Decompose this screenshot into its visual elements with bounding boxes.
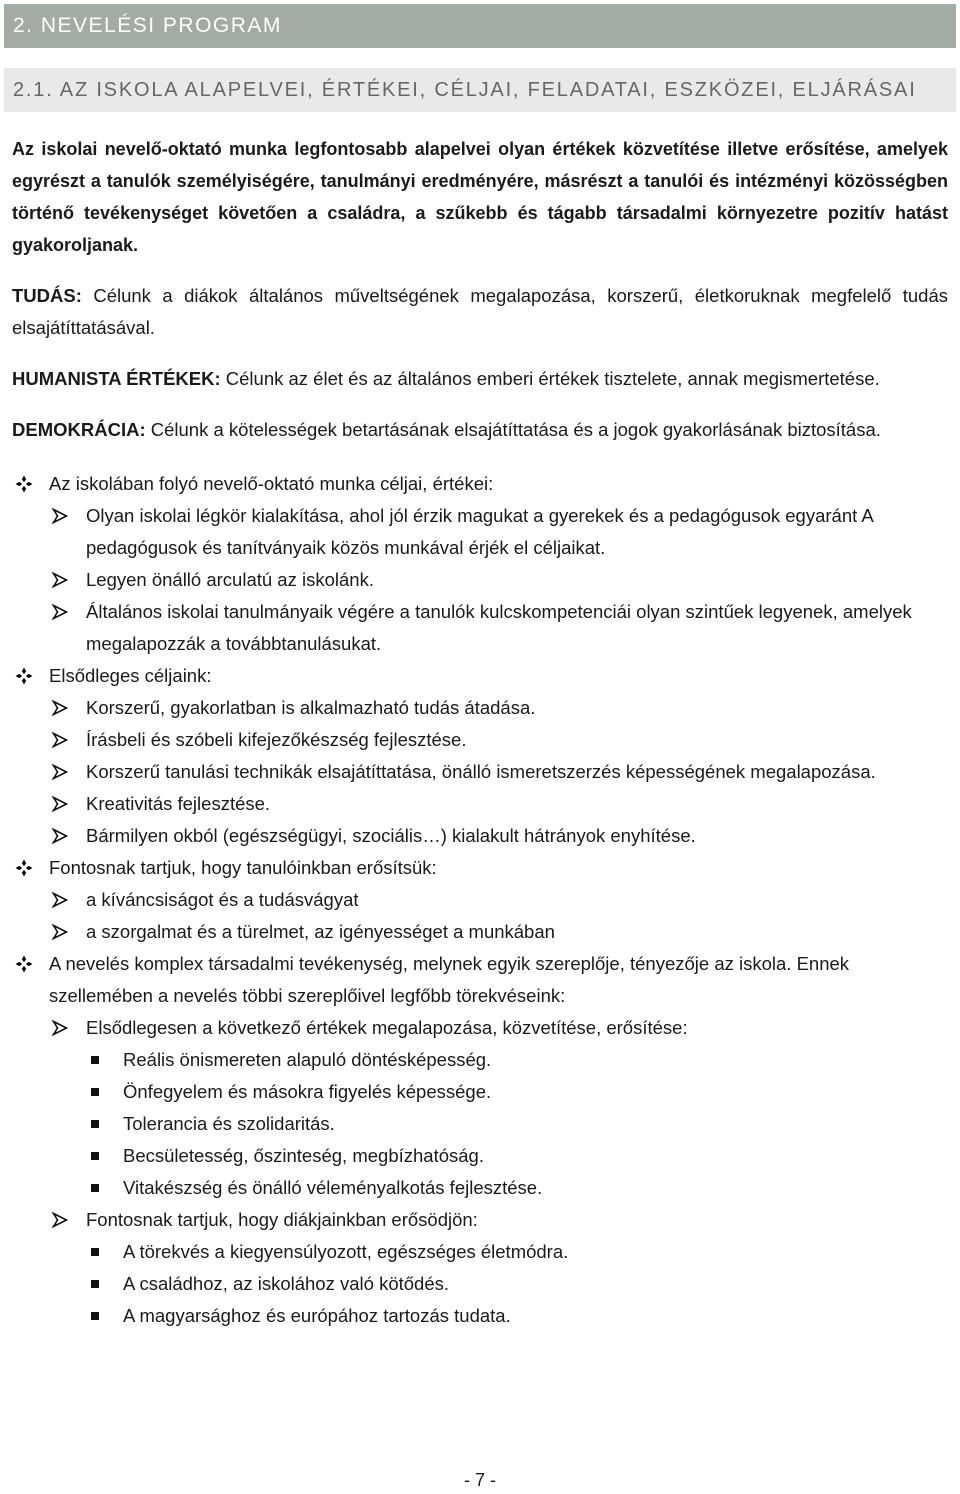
list-item bbox=[12, 500, 948, 564]
list-item bbox=[12, 1076, 948, 1108]
arrow-bullet-icon bbox=[48, 1204, 72, 1236]
list-item-text: Olyan iskolai légkör kialakítása, ahol jól érzik magukat a gyerekek és a pedagógusok egyaránt A pedagógusok és tanítványaik közös munkával érjék el céljaikat. bbox=[86, 505, 873, 558]
value-paragraph-humanista bbox=[12, 363, 948, 395]
list-item-text: Elsődlegesen a következő értékek megalapozása, közvetítése, erősítése: bbox=[86, 1017, 688, 1038]
value-label: TUDÁS: bbox=[12, 285, 82, 306]
list-item bbox=[12, 1204, 948, 1236]
list-item-text: Becsületesség, őszinteség, megbízhatóság. bbox=[123, 1145, 484, 1166]
list-item-text: Korszerű tanulási technikák elsajátíttatása, önálló ismeretszerzés képességének megalapozása. bbox=[86, 761, 876, 782]
arrow-bullet-icon bbox=[48, 564, 72, 596]
square-bullet-icon bbox=[83, 1108, 107, 1140]
value-paragraph-tudas bbox=[12, 280, 948, 344]
list-item bbox=[12, 916, 948, 948]
list-item bbox=[12, 1236, 948, 1268]
list-item-text: A magyarsághoz és európához tartozás tudata. bbox=[123, 1305, 511, 1326]
list-item bbox=[12, 820, 948, 852]
list-item bbox=[12, 1300, 948, 1332]
chapter-heading: 2. NEVELÉSI PROGRAM bbox=[4, 4, 956, 48]
square-bullet-icon bbox=[83, 1140, 107, 1172]
list-item bbox=[12, 1268, 948, 1300]
list-item bbox=[12, 692, 948, 724]
square-bullet-icon bbox=[83, 1300, 107, 1332]
list-item bbox=[12, 948, 948, 1012]
list-item-text: Fontosnak tartjuk, hogy tanulóinkban erősítsük: bbox=[49, 857, 437, 878]
list-item-text: Fontosnak tartjuk, hogy diákjainkban erősödjön: bbox=[86, 1209, 478, 1230]
arrow-bullet-icon bbox=[48, 692, 72, 724]
arrow-bullet-icon bbox=[48, 884, 72, 916]
page-number: - 7 - bbox=[463, 1470, 496, 1490]
list-item bbox=[12, 660, 948, 692]
list-item-text: Korszerű, gyakorlatban is alkalmazható tudás átadása. bbox=[86, 697, 536, 718]
value-text: Célunk az élet és az általános emberi értékek tisztelete, annak megismertetése. bbox=[225, 368, 880, 389]
diamond-bullet-icon bbox=[12, 660, 36, 692]
arrow-bullet-icon bbox=[48, 500, 72, 532]
list-item-text: a kíváncsiságot és a tudásvágyat bbox=[86, 889, 359, 910]
diamond-bullet-icon bbox=[12, 948, 36, 980]
list-item bbox=[12, 468, 948, 500]
goal-list bbox=[12, 468, 948, 1332]
list-item bbox=[12, 1044, 948, 1076]
list-item-text: Az iskolában folyó nevelő-oktató munka céljai, értékei: bbox=[49, 473, 494, 494]
list-item-text: Elsődleges céljaink: bbox=[49, 665, 212, 686]
arrow-bullet-icon bbox=[48, 916, 72, 948]
list-item-text: Tolerancia és szolidaritás. bbox=[123, 1113, 335, 1134]
list-item bbox=[12, 884, 948, 916]
list-item-text: A nevelés komplex társadalmi tevékenység, melynek egyik szereplője, tényezője az iskola. Ennek szellemében a nevelés többi szereplőivel legfőbb törekvéseink: bbox=[49, 953, 850, 1006]
arrow-bullet-icon bbox=[48, 1012, 72, 1044]
intro-paragraph: Az iskolai nevelő-oktató munka legfontosabb alapelvei olyan értékek közvetítése illetve erősítése, amelyek egyrészt a tanulók személyiségére, tanulmányi eredményére, másrészt a tanulói és intézményi közösségben történő tevékenységet követően a családra, a szűkebb és tágabb társadalmi környezetre pozitív hatást gyakoroljanak. bbox=[12, 139, 948, 255]
list-item-text: Vitakészség és önálló véleményalkotás fejlesztése. bbox=[123, 1177, 543, 1198]
arrow-bullet-icon bbox=[48, 724, 72, 756]
square-bullet-icon bbox=[83, 1172, 107, 1204]
value-paragraph-demokracia bbox=[12, 414, 948, 446]
list-item-text: a szorgalmat és a türelmet, az igényességet a munkában bbox=[86, 921, 555, 942]
value-text: Célunk a diákok általános műveltségének megalapozása, korszerű, életkoruknak megfelelő tudás elsajátíttatásával. bbox=[12, 285, 948, 338]
section-heading: 2.1. AZ ISKOLA ALAPELVEI, ÉRTÉKEI, CÉLJAI, FELADATAI, ESZKÖZEI, ELJÁRÁSAI bbox=[4, 68, 956, 112]
square-bullet-icon bbox=[83, 1236, 107, 1268]
value-label: DEMOKRÁCIA: bbox=[12, 419, 146, 440]
list-item bbox=[12, 1172, 948, 1204]
square-bullet-icon bbox=[83, 1076, 107, 1108]
arrow-bullet-icon bbox=[48, 788, 72, 820]
list-item bbox=[12, 788, 948, 820]
list-item-text: Írásbeli és szóbeli kifejezőkészség fejlesztése. bbox=[86, 729, 467, 750]
list-item bbox=[12, 564, 948, 596]
list-item bbox=[12, 1140, 948, 1172]
document-body bbox=[12, 133, 948, 1332]
list-item bbox=[12, 1108, 948, 1140]
list-item-text: Bármilyen okból (egészségügyi, szociális…) kialakult hátrányok enyhítése. bbox=[86, 825, 696, 846]
list-item bbox=[12, 1012, 948, 1044]
diamond-bullet-icon bbox=[12, 852, 36, 884]
square-bullet-icon bbox=[83, 1044, 107, 1076]
list-item-text: Kreativitás fejlesztése. bbox=[86, 793, 271, 814]
diamond-bullet-icon bbox=[12, 468, 36, 500]
arrow-bullet-icon bbox=[48, 756, 72, 788]
arrow-bullet-icon bbox=[48, 820, 72, 852]
list-item-text: Legyen önálló arculatú az iskolánk. bbox=[86, 569, 374, 590]
value-label: HUMANISTA ÉRTÉKEK: bbox=[12, 368, 221, 389]
list-item-text: A törekvés a kiegyensúlyozott, egészséges életmódra. bbox=[123, 1241, 569, 1262]
list-item-text: Reális önismereten alapuló döntésképesség. bbox=[123, 1049, 492, 1070]
square-bullet-icon bbox=[83, 1268, 107, 1300]
list-item bbox=[12, 852, 948, 884]
list-item-text: Önfegyelem és másokra figyelés képessége. bbox=[123, 1081, 492, 1102]
arrow-bullet-icon bbox=[48, 596, 72, 628]
value-text: Célunk a kötelességek betartásának elsajátíttatása és a jogok gyakorlásának biztosítása. bbox=[150, 419, 881, 440]
list-item-text: Általános iskolai tanulmányaik végére a tanulók kulcskompetenciái olyan szintűek legyenek, amelyek megalapozzák a továbbtanulásukat. bbox=[86, 601, 912, 654]
list-item-text: A családhoz, az iskolához való kötődés. bbox=[123, 1273, 449, 1294]
list-item bbox=[12, 596, 948, 660]
list-item bbox=[12, 724, 948, 756]
list-item bbox=[12, 756, 948, 788]
